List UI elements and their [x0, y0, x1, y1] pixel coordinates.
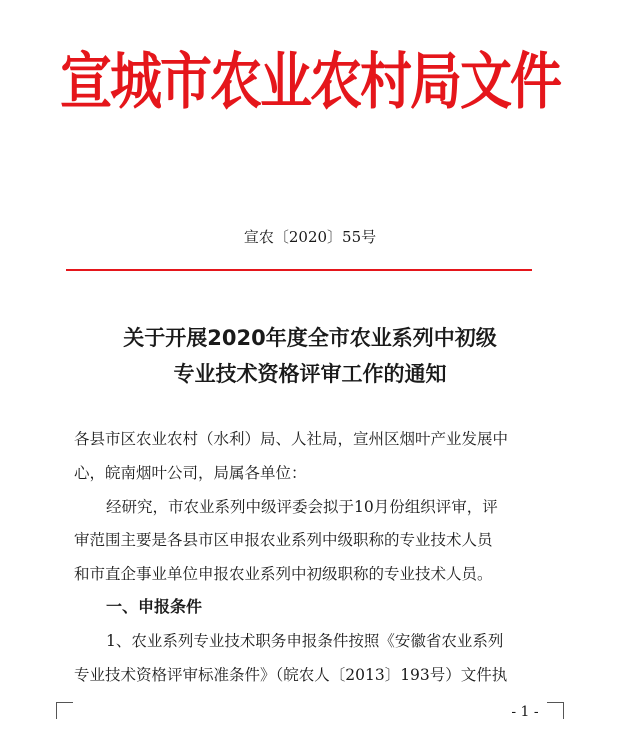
document-number: 宣农〔2020〕55号	[243, 228, 377, 246]
recipients-line-1: 各县市区农业农村（水利）局、人社局，宣州区烟叶产业发展中	[74, 430, 509, 448]
page-number: - 1 -	[511, 704, 539, 720]
issuer-masthead: 宣城市农业农村局文件	[59, 45, 560, 118]
intro-line-3: 和市直企事业单位申报农业系列中初级职称的专业技术人员。	[74, 565, 493, 583]
intro-line-2: 审范围主要是各县市区申报农业系列中级职称的专业技术人员	[74, 531, 493, 549]
section-1-item-1-line-2: 专业技术资格评审标准条件》（皖农人〔2013〕193号）文件执	[74, 666, 508, 684]
red-divider-line	[66, 269, 532, 271]
document-title-line-1: 关于开展2020年度全市农业系列中初级	[123, 326, 497, 350]
document-title-line-2: 专业技术资格评审工作的通知	[173, 362, 447, 386]
intro-line-1: 经研究，市农业系列中级评委会拟于10月份组织评审，评	[106, 498, 498, 516]
section-1-item-1-line-1: 1、农业系列专业技术职务申报条件按照《安徽省农业系列	[106, 632, 504, 650]
section-1-heading: 一、申报条件	[106, 597, 203, 616]
crop-mark-left	[56, 702, 73, 719]
recipients-line-2: 心，皖南烟叶公司，局属各单位：	[74, 464, 307, 482]
